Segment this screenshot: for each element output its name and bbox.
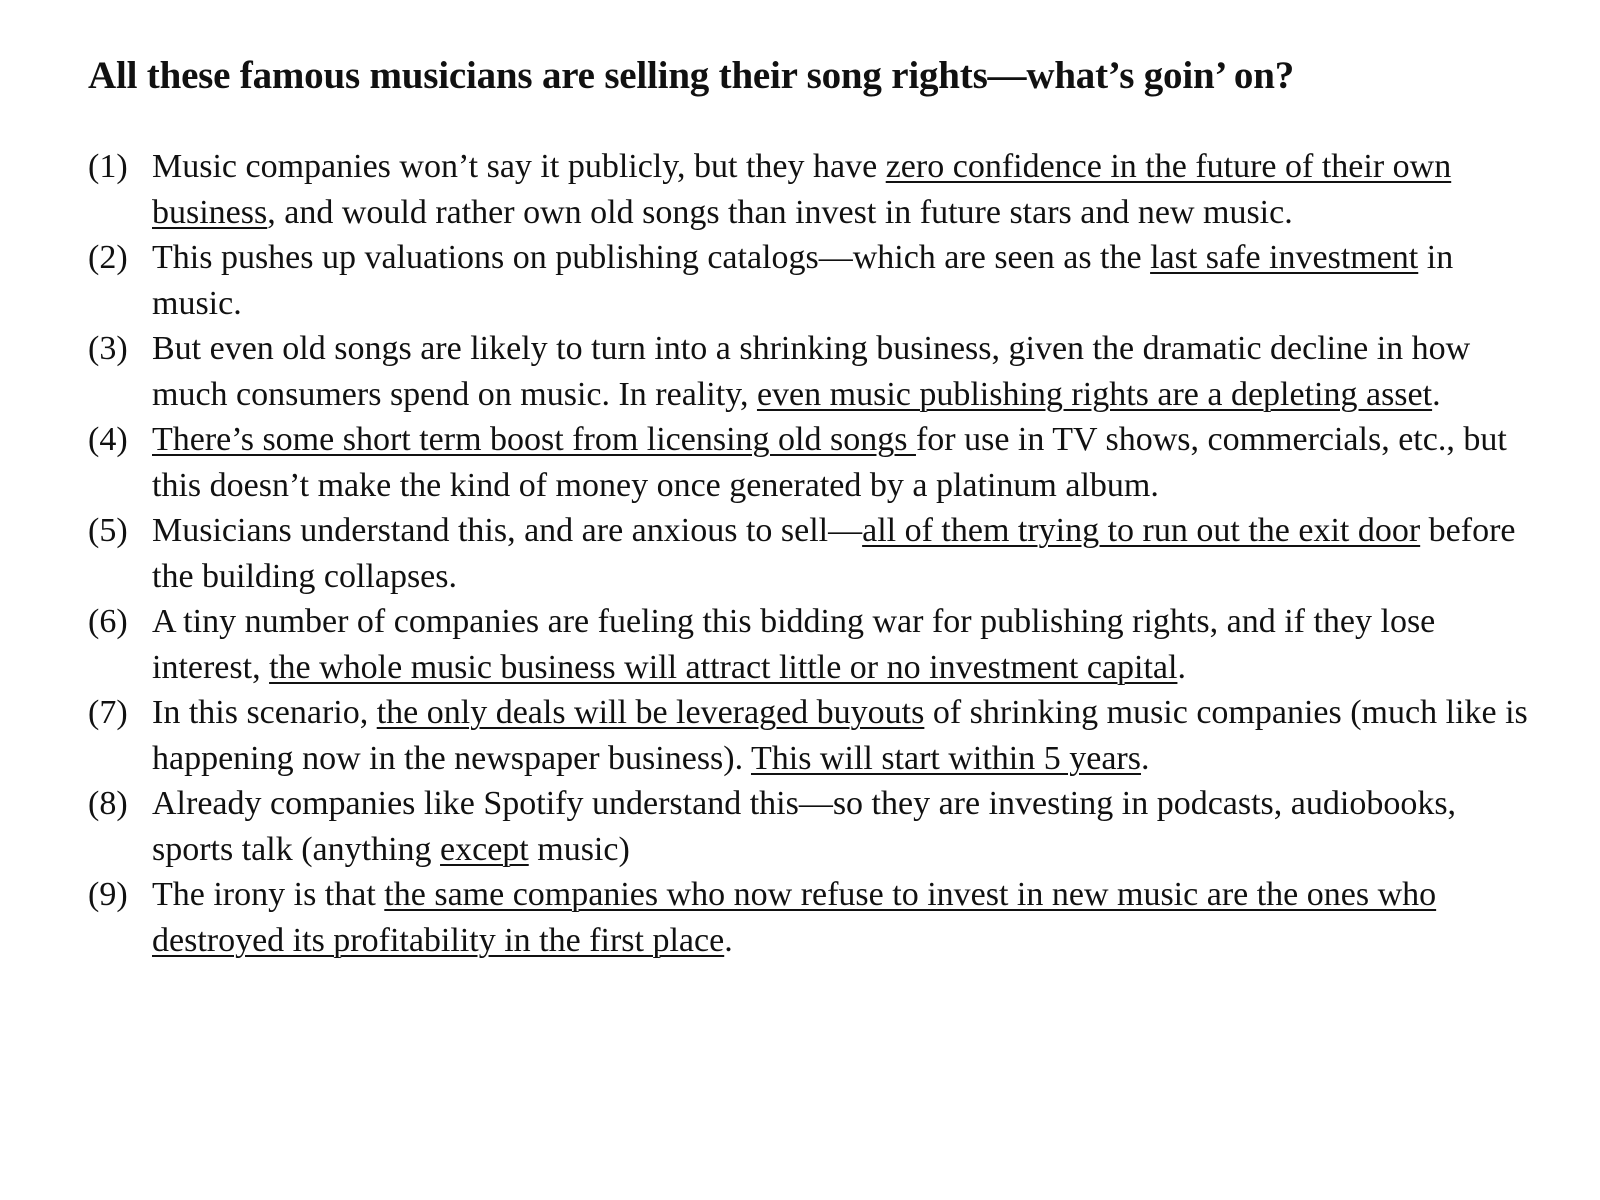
text-segment: . (1177, 648, 1186, 686)
item-number: (4) (88, 421, 128, 458)
text-segment: Musicians understand this, and are anxious to sell— (152, 512, 863, 549)
item-text (152, 512, 1516, 595)
item-number: (5) (88, 512, 128, 549)
text-segment: . (1141, 739, 1150, 777)
underlined-phrase: the same companies who now refuse to invest in new music are the ones who destroyed its profitability in the first place (152, 876, 1437, 959)
list-item (88, 599, 1528, 690)
item-number: (9) (88, 876, 128, 913)
text-segment: for use in TV shows, commercials, etc., but this doesn’t make the kind of money once generated by a platinum album. (152, 421, 1507, 504)
text-segment: before the building collapses. (152, 512, 1516, 595)
underlined-phrase: except (440, 830, 529, 868)
text-segment: music) (528, 830, 630, 868)
underlined-phrase: the only deals will be leveraged buyouts (376, 694, 925, 731)
list-item (88, 417, 1528, 508)
item-number: (2) (88, 239, 128, 276)
item-number: (8) (88, 785, 128, 822)
document (88, 52, 1528, 963)
underlined-phrase: even music publishing rights are a depleting asset (756, 375, 1433, 413)
item-text (152, 694, 1528, 777)
list-item (88, 872, 1528, 963)
underlined-phrase: There’s some short term boost from licensing old songs (152, 421, 916, 458)
text-segment: This pushes up valuations on publishing catalogs—which are seen as the (152, 239, 1151, 276)
numbered-list (88, 144, 1528, 963)
text-segment: But even old songs are likely to turn into a shrinking business, given the dramatic decline in how much consumers spend on music. In reality, (152, 330, 1471, 413)
item-text (152, 603, 1435, 686)
underlined-phrase: the whole music business will attract little or no investment capital (269, 648, 1178, 686)
item-number: (7) (88, 694, 128, 731)
list-item (88, 235, 1528, 326)
underlined-phrase: This will start within 5 years (750, 739, 1141, 777)
text-segment: . (1432, 375, 1441, 413)
item-text (152, 876, 1436, 959)
item-text (152, 148, 1451, 231)
text-segment: A tiny number of companies are fueling this bidding war for publishing rights, and if they lose interest, (152, 603, 1436, 686)
item-text (152, 239, 1453, 322)
item-text (152, 421, 1507, 504)
text-segment: Already companies like Spotify understand this—so they are investing in podcasts, audiobooks, sports talk (anything (152, 785, 1457, 868)
text-segment: The irony is that (152, 876, 385, 913)
text-segment: Music companies won’t say it publicly, but they have (152, 148, 886, 185)
underlined-phrase: zero confidence in the future of their own business (152, 148, 1452, 231)
text-segment: In this scenario, (152, 694, 377, 731)
text-segment: in music. (152, 239, 1454, 322)
item-text (152, 785, 1456, 868)
underlined-phrase: all of them trying to run out the exit door (862, 512, 1421, 549)
text-segment: of shrinking music companies (much like is happening now in the newspaper business). (152, 694, 1528, 777)
text-segment: . (724, 921, 733, 959)
text-segment: , and would rather own old songs than invest in future stars and new music. (267, 193, 1293, 231)
document-title: All these famous musicians are selling their song rights—what’s goin’ on? (88, 54, 1295, 97)
item-number: (6) (88, 603, 128, 640)
list-item (88, 326, 1528, 417)
underlined-phrase: last safe investment (1150, 239, 1419, 276)
list-item (88, 508, 1528, 599)
item-number: (3) (88, 330, 128, 367)
item-text (152, 330, 1470, 413)
list-item (88, 690, 1528, 781)
item-number: (1) (88, 148, 128, 185)
list-item (88, 781, 1528, 872)
list-item (88, 144, 1528, 235)
